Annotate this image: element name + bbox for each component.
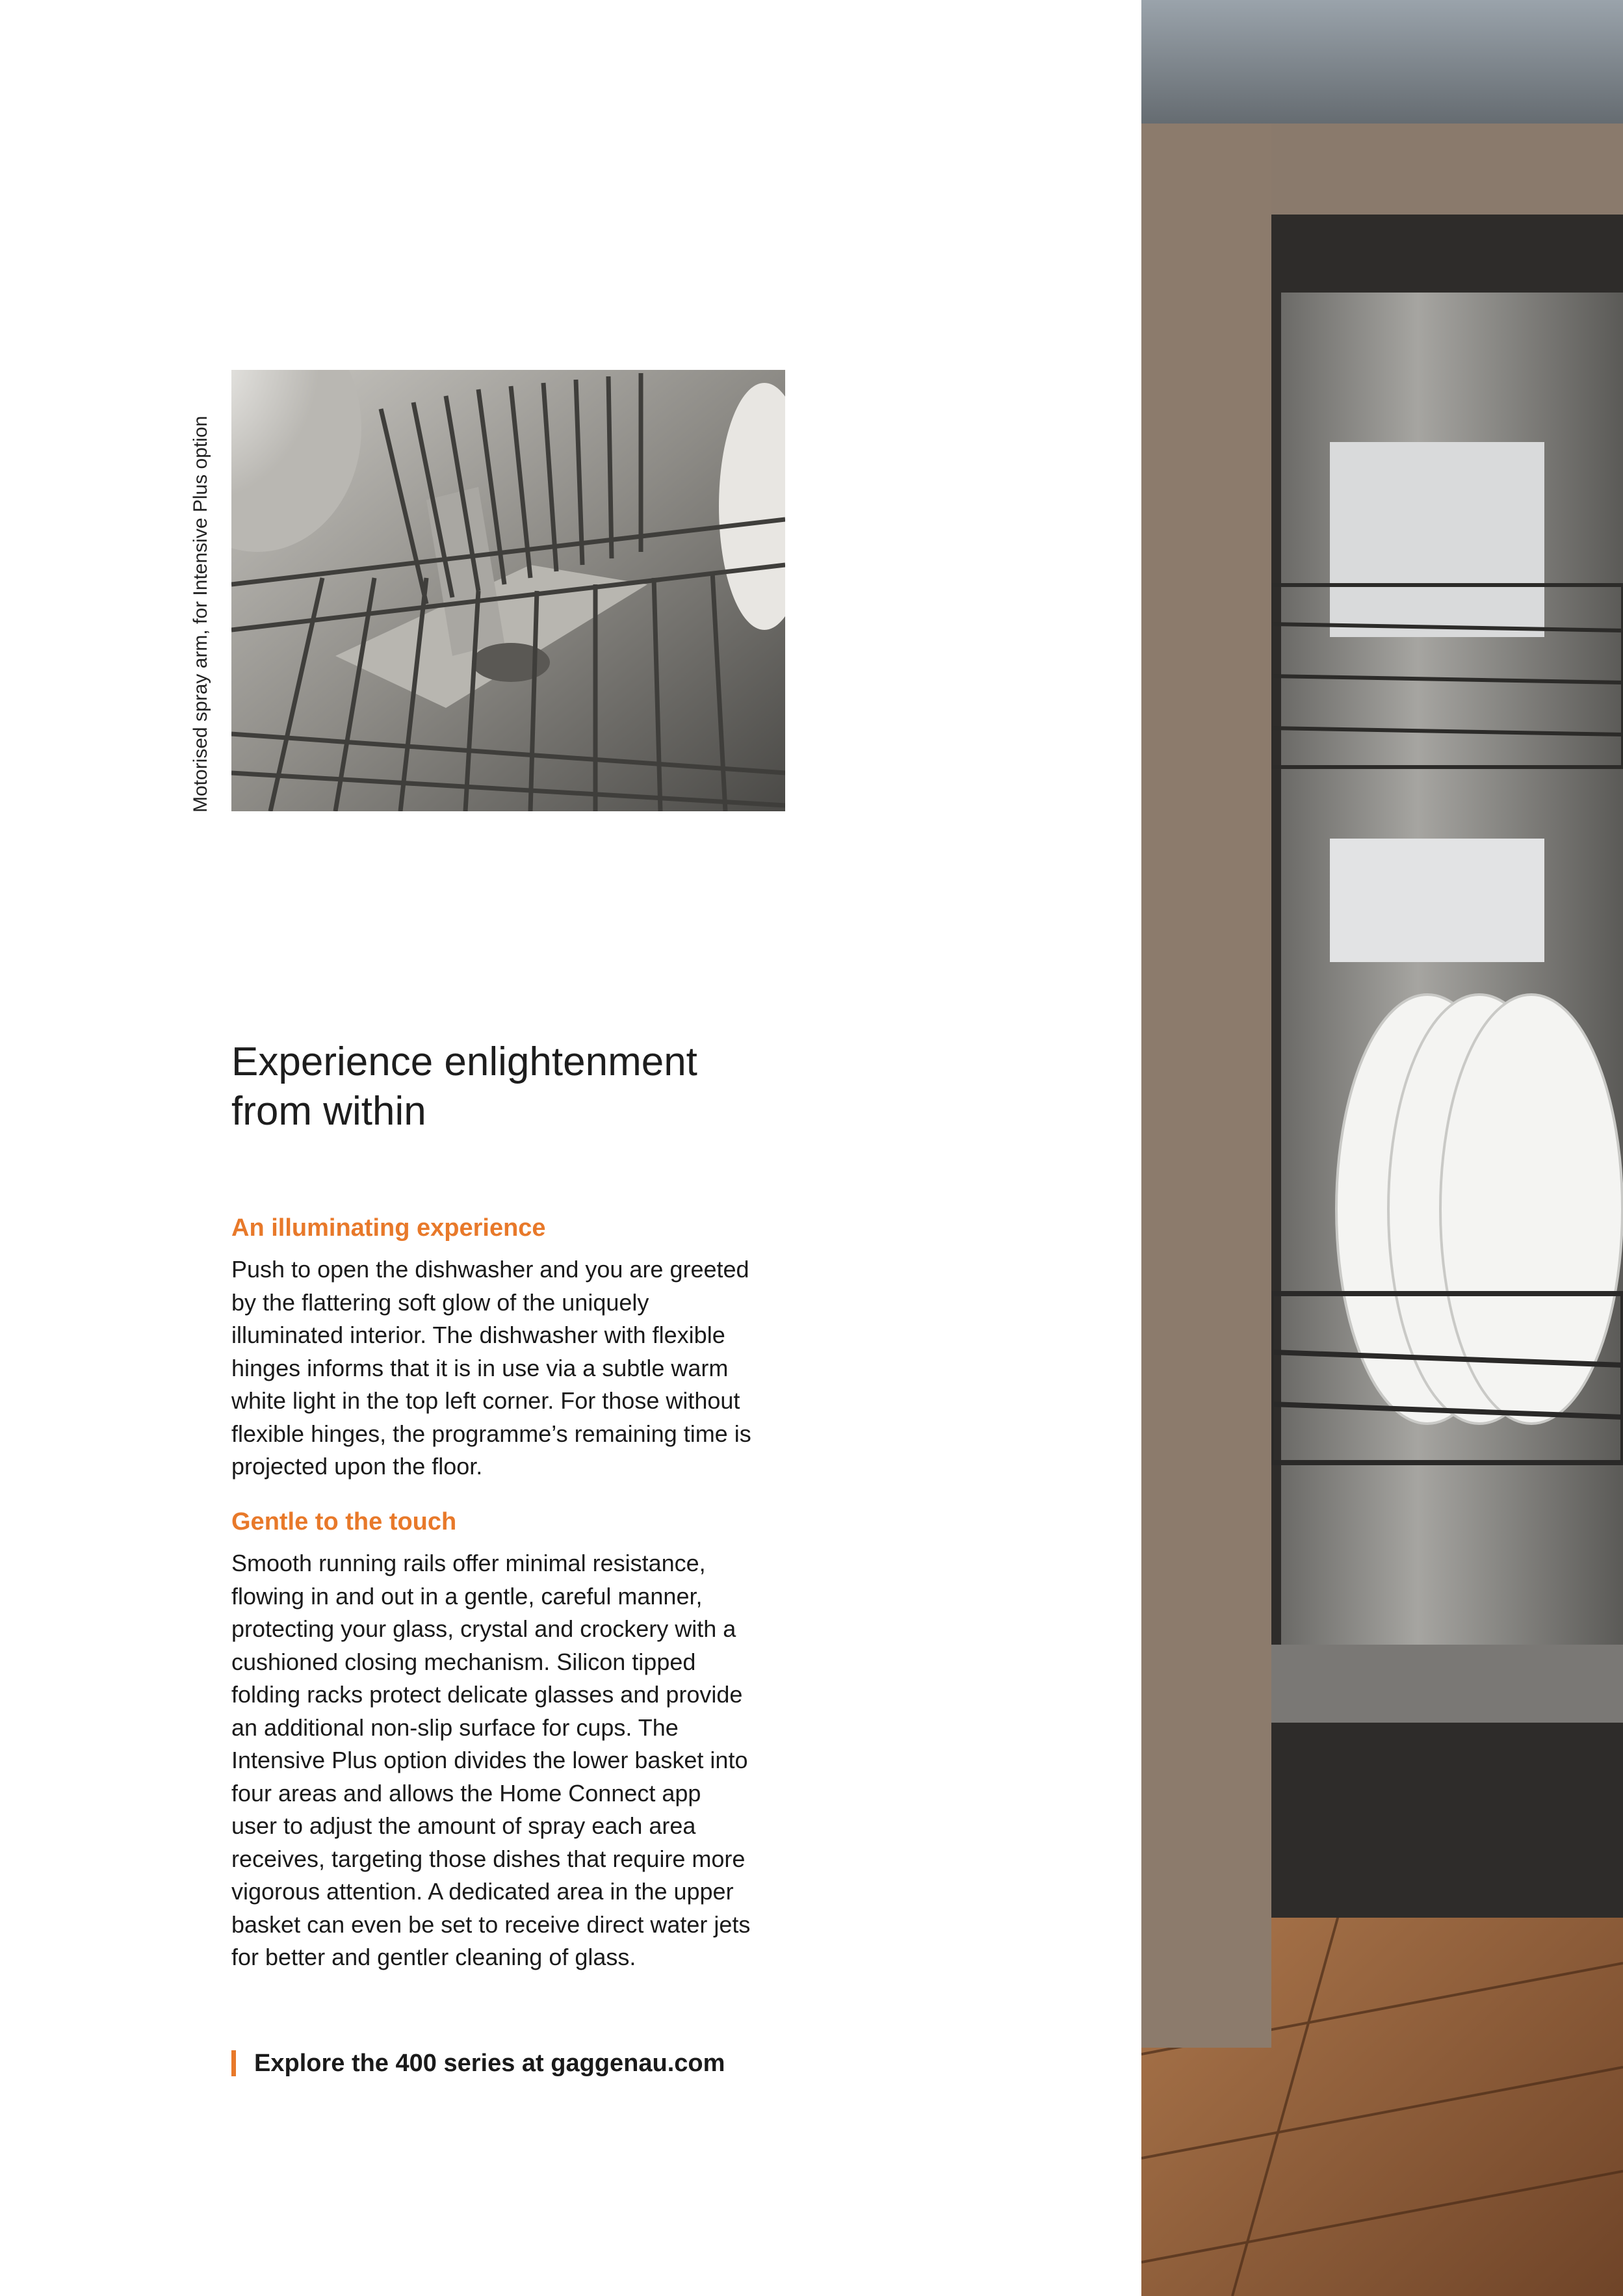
image-caption: [190, 397, 212, 813]
body-line: vigorous attention. A dedicated area in the upper: [231, 1878, 734, 1905]
body-line: basket can even be set to receive direct water jets: [231, 1911, 751, 1938]
section-heading-illuminating: An illuminating experience: [231, 1214, 546, 1242]
body-line: Intensive Plus option divides the lower basket into: [231, 1747, 748, 1773]
explore-link-text[interactable]: Explore the 400 series at gaggenau.com: [254, 2049, 725, 2077]
body-line: white light in the top left corner. For those without: [231, 1387, 740, 1414]
image-caption-text: Motorised spray arm, for Intensive Plus option: [190, 415, 211, 813]
explore-link[interactable]: [231, 2046, 725, 2080]
body-line: four areas and allows the Home Connect app: [231, 1779, 701, 1807]
accent-bar: [231, 2050, 236, 2076]
body-line: folding racks protect delicate glasses and provide: [231, 1681, 743, 1708]
body-line: illuminated interior. The dishwasher with flexible: [231, 1322, 725, 1348]
body-line: projected upon the floor.: [231, 1453, 483, 1480]
body-line: Smooth running rails offer minimal resistance,: [231, 1550, 706, 1576]
body-line: flowing in and out in a gentle, careful manner,: [231, 1582, 703, 1610]
body-line: receives, targeting those dishes that require more: [231, 1845, 746, 1872]
page-headline: [231, 1037, 816, 1136]
section-body-gentle: [231, 1547, 790, 1974]
headline-line: Experience enlightenment: [231, 1039, 697, 1084]
body-line: user to adjust the amount of spray each area: [231, 1812, 696, 1839]
section-body-illuminating: [231, 1253, 790, 1483]
body-line: an additional non-slip surface for cups. The: [231, 1714, 679, 1741]
dishwasher-photo: [1141, 0, 1623, 2296]
body-line: protecting your glass, crystal and crockery with a: [231, 1615, 736, 1642]
body-line: cushioned closing mechanism. Silicon tipped: [231, 1648, 696, 1675]
spray-arm-photo: [231, 370, 785, 811]
body-line: hinges informs that it is in use via a subtle warm: [231, 1354, 729, 1381]
body-line: for better and gentler cleaning of glass.: [231, 1944, 636, 1970]
body-line: by the flattering soft glow of the uniquely: [231, 1288, 649, 1316]
headline-line: from within: [231, 1089, 426, 1134]
body-line: Push to open the dishwasher and you are greeted: [231, 1256, 749, 1283]
section-heading-gentle: Gentle to the touch: [231, 1508, 457, 1535]
body-line: flexible hinges, the programme’s remaining time is: [231, 1420, 751, 1447]
